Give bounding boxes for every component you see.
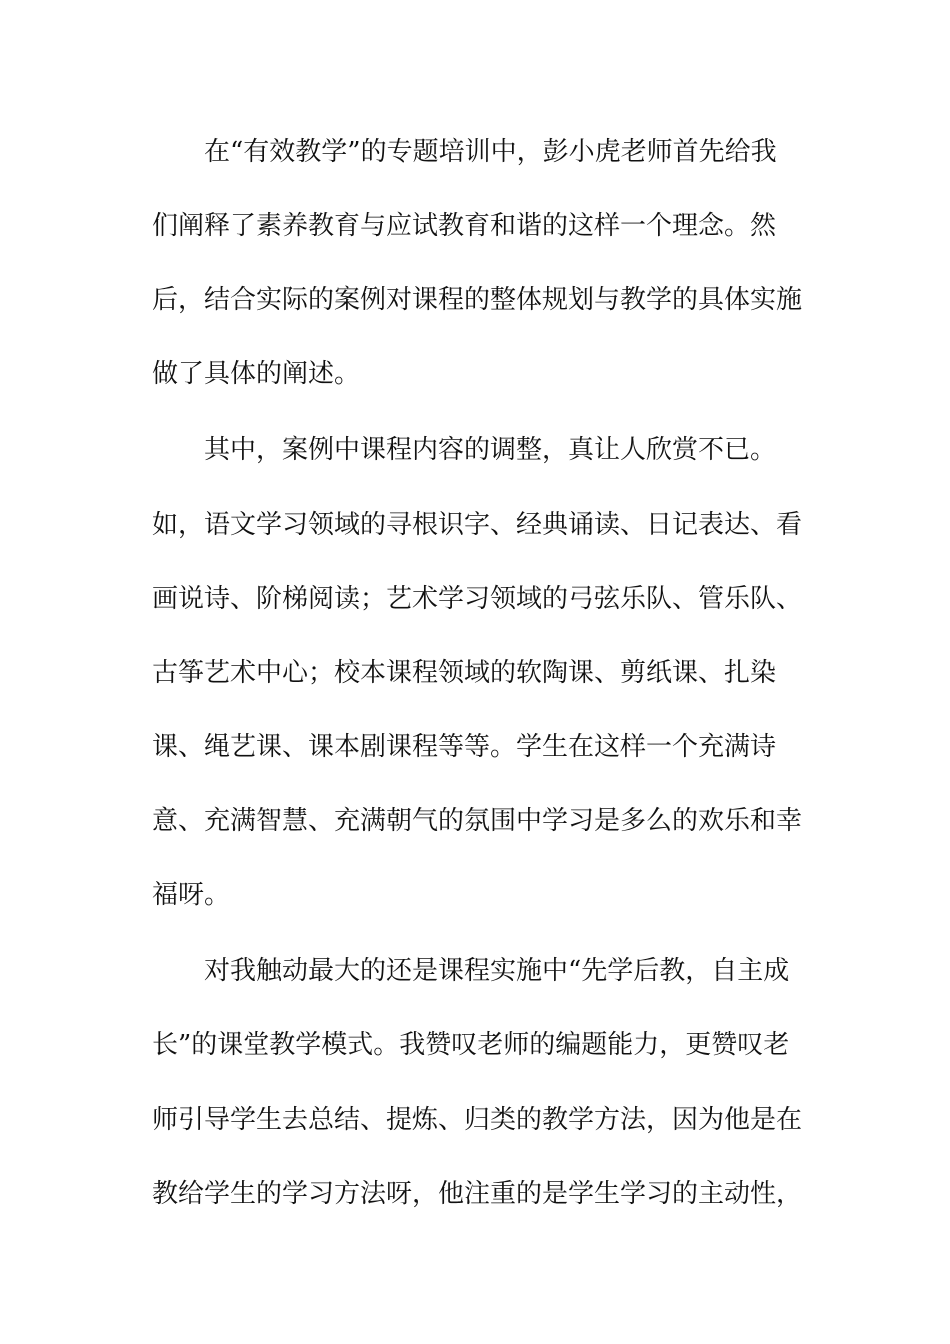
- paragraph-1-line-3: 后，结合实际的案例对课程的整体规划与教学的具体实施: [152, 285, 803, 315]
- paragraph-1-line-4: 做了具体的阐述。: [152, 359, 361, 389]
- paragraph-2-line-2: 如，语文学习领域的寻根识字、经典诵读、日记表达、看: [152, 510, 803, 540]
- paragraph-1-line-2: 们阐释了素养教育与应试教育和谐的这样一个理念。然: [152, 211, 777, 241]
- paragraph-2-line-7: 福呀。: [152, 880, 231, 910]
- paragraph-3-line-3: 师引导学生去总结、提炼、归类的教学方法，因为他是在: [152, 1105, 803, 1135]
- paragraph-2-line-5: 课、绳艺课、课本剧课程等等。学生在这样一个充满诗: [152, 732, 777, 762]
- paragraph-3-line-4: 教给学生的学习方法呀，他注重的是学生学习的主动性，: [152, 1179, 803, 1209]
- paragraph-2-line-4: 古筝艺术中心；校本课程领域的软陶课、剪纸课、扎染: [152, 658, 777, 688]
- paragraph-2-line-6: 意、充满智慧、充满朝气的氛围中学习是多么的欢乐和幸: [152, 806, 803, 836]
- paragraph-2-line-1: 其中，案例中课程内容的调整，真让人欣赏不已。: [204, 435, 777, 465]
- paragraph-1-line-1: 在“有效教学”的专题培训中，彭小虎老师首先给我: [204, 137, 777, 167]
- paragraph-3-line-2: 长”的课堂教学模式。我赞叹老师的编题能力，更赞叹老: [152, 1030, 790, 1060]
- paragraph-2-line-3: 画说诗、阶梯阅读；艺术学习领域的弓弦乐队、管乐队、: [152, 584, 803, 614]
- paragraph-3-line-1: 对我触动最大的还是课程实施中“先学后教，自主成: [204, 956, 790, 986]
